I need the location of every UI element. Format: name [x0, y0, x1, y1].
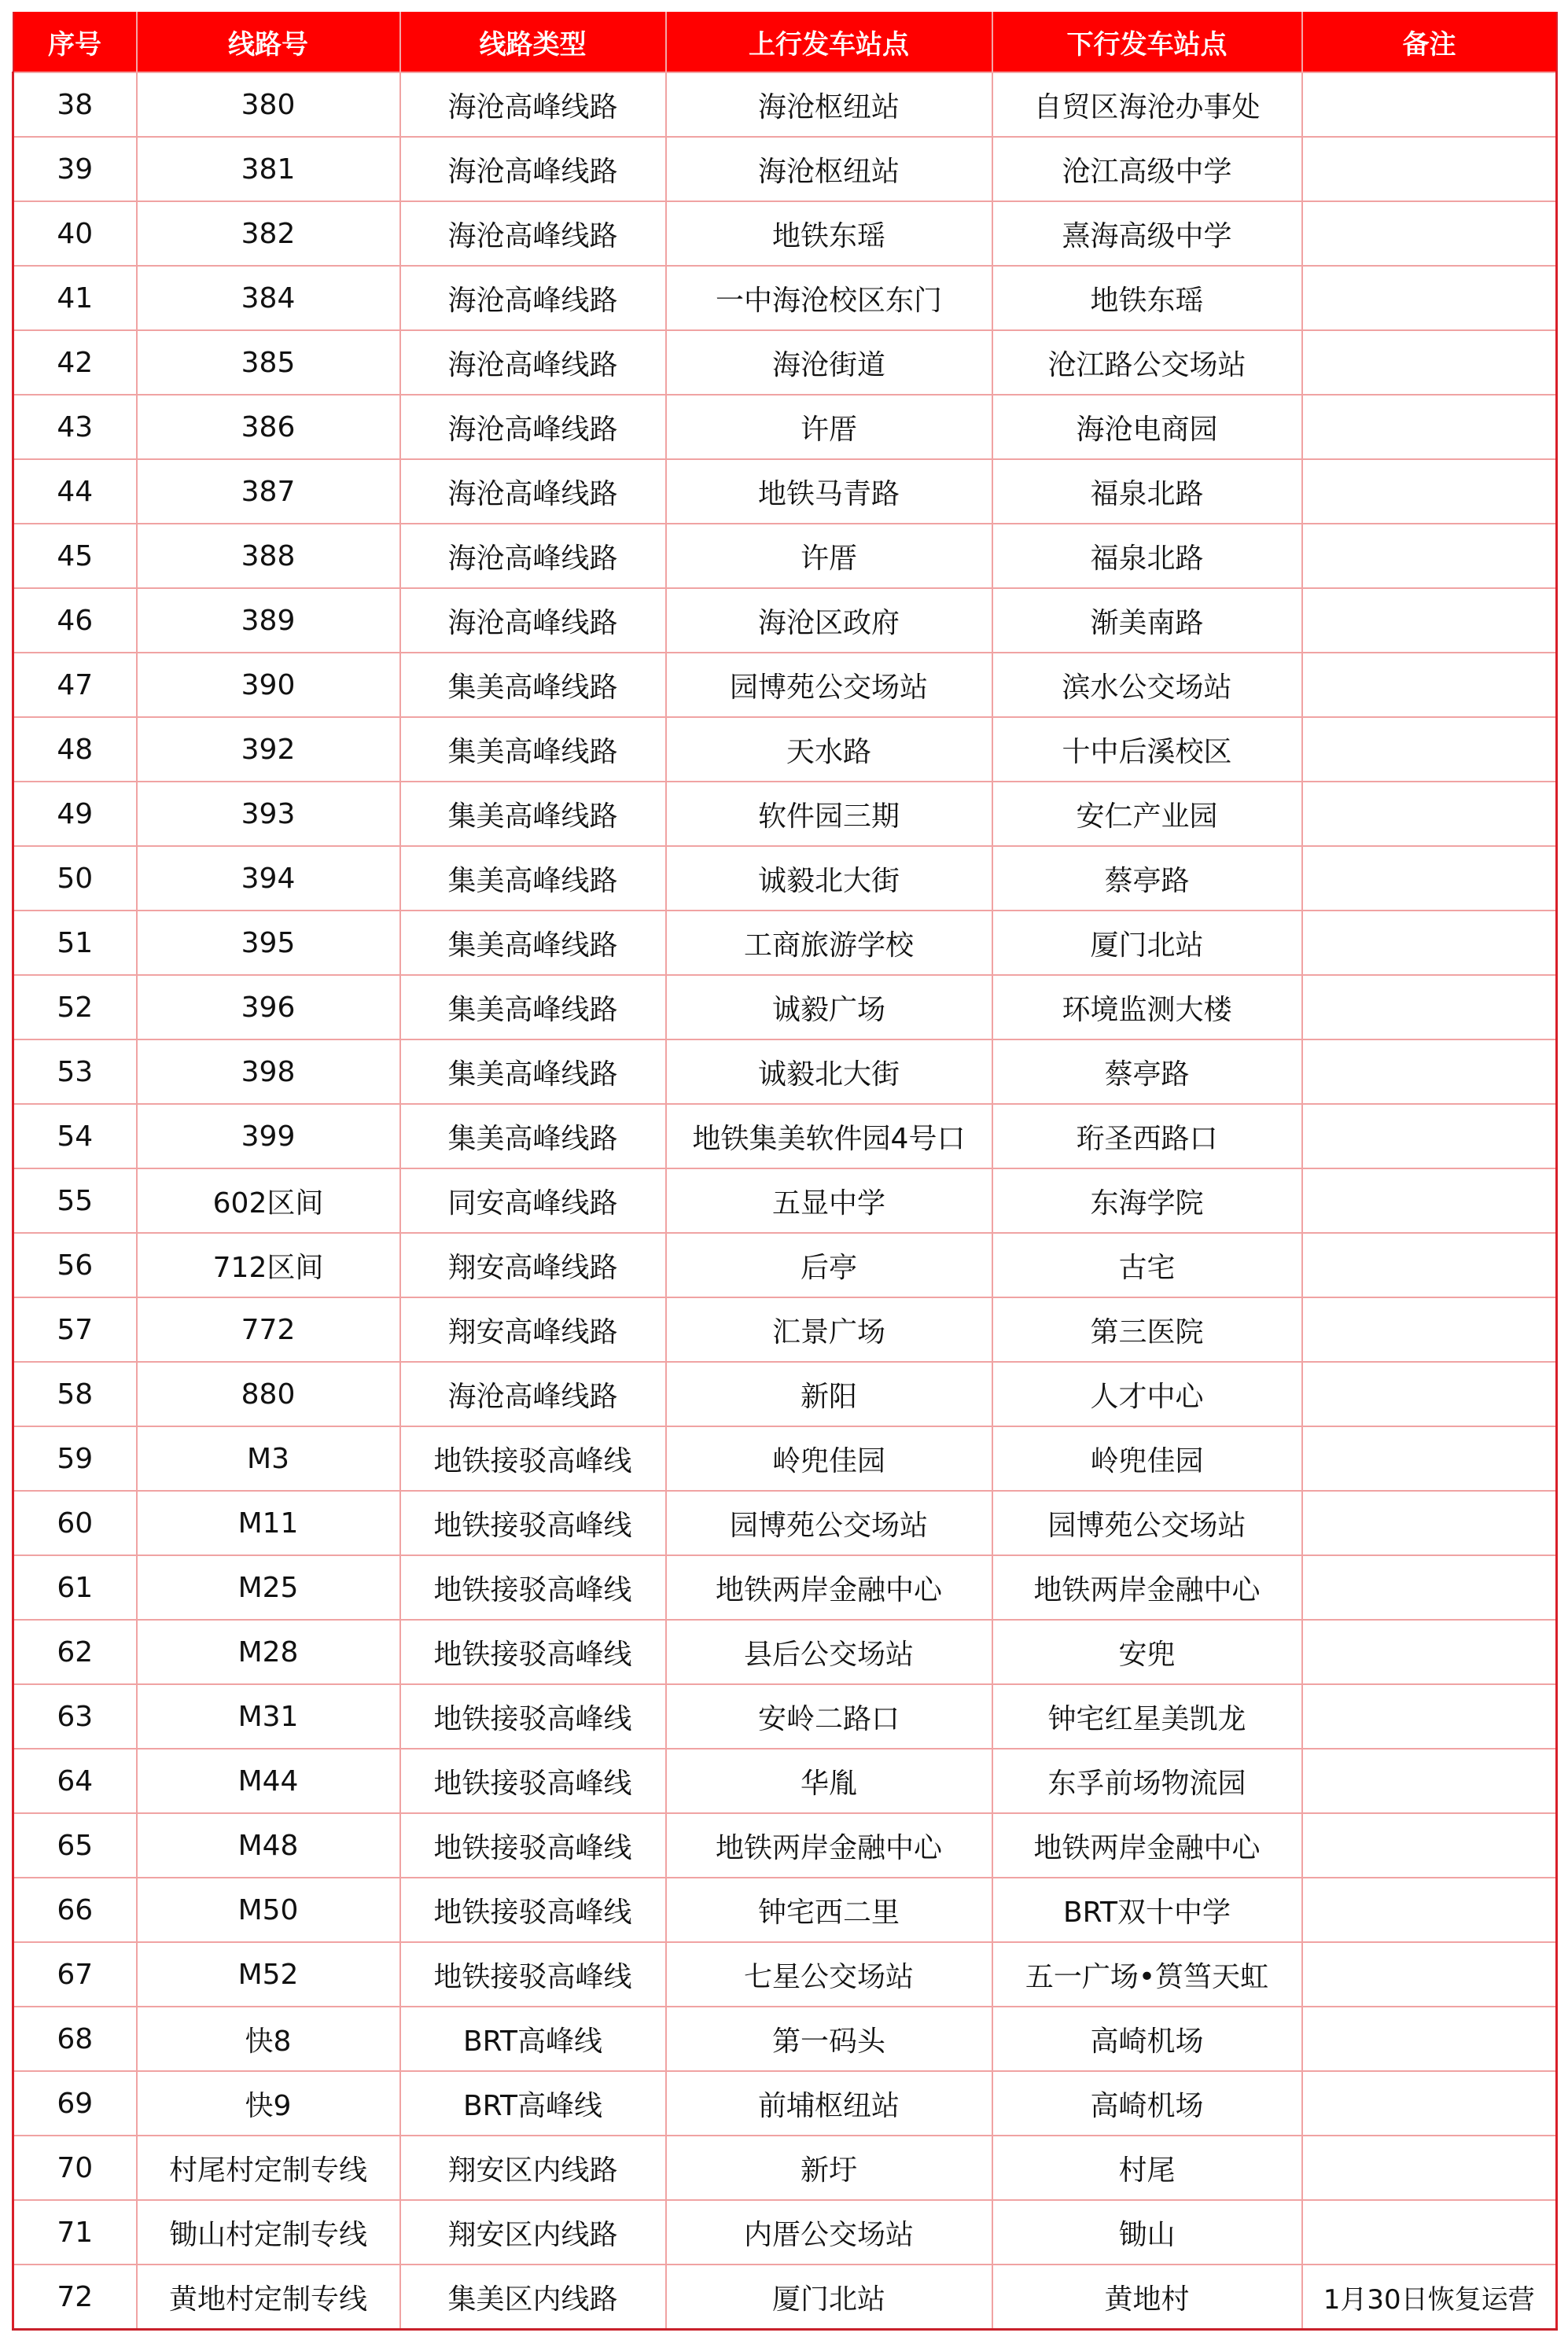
- cell-route-type: 集美高峰线路: [400, 975, 666, 1039]
- table-row: [13, 2200, 1557, 2265]
- cell-serial-number: 70: [13, 2136, 137, 2200]
- table-row: [13, 1942, 1557, 2007]
- cell-down-departure-stop: 锄山: [992, 2200, 1302, 2265]
- cell-down-departure-stop: BRT双十中学: [992, 1878, 1302, 1942]
- table-row: [13, 2007, 1557, 2071]
- cell-route-number: M25: [137, 1555, 400, 1620]
- cell-down-departure-stop: 地铁东瑶: [992, 266, 1302, 330]
- cell-down-departure-stop: 沧江路公交场站: [992, 330, 1302, 395]
- cell-route-number: 389: [137, 588, 400, 653]
- cell-serial-number: 67: [13, 1942, 137, 2007]
- table-row: [13, 1168, 1557, 1233]
- cell-route-number: M48: [137, 1813, 400, 1878]
- cell-remarks: [1302, 1942, 1557, 2007]
- header-serial-number: 序号: [13, 12, 137, 72]
- cell-route-number: 398: [137, 1039, 400, 1104]
- cell-route-type: 地铁接驳高峰线: [400, 1942, 666, 2007]
- cell-route-number: M28: [137, 1620, 400, 1684]
- cell-route-number: 黄地村定制专线: [137, 2265, 400, 2330]
- cell-down-departure-stop: 蔡亭路: [992, 1039, 1302, 1104]
- cell-route-type: 海沧高峰线路: [400, 137, 666, 201]
- cell-serial-number: 53: [13, 1039, 137, 1104]
- cell-up-departure-stop: 海沧街道: [666, 330, 992, 395]
- header-remarks: 备注: [1302, 12, 1557, 72]
- cell-up-departure-stop: 华胤: [666, 1749, 992, 1813]
- cell-up-departure-stop: 第一码头: [666, 2007, 992, 2071]
- cell-route-type: 集美高峰线路: [400, 911, 666, 975]
- cell-down-departure-stop: 厦门北站: [992, 911, 1302, 975]
- cell-up-departure-stop: 地铁两岸金融中心: [666, 1813, 992, 1878]
- header-up-departure-stop: 上行发车站点: [666, 12, 992, 72]
- cell-up-departure-stop: 地铁东瑶: [666, 201, 992, 266]
- cell-remarks: [1302, 1813, 1557, 1878]
- cell-remarks: [1302, 524, 1557, 588]
- cell-route-type: 集美高峰线路: [400, 782, 666, 846]
- cell-route-type: 海沧高峰线路: [400, 266, 666, 330]
- cell-up-departure-stop: 工商旅游学校: [666, 911, 992, 975]
- cell-up-departure-stop: 许厝: [666, 524, 992, 588]
- table-row: [13, 2265, 1557, 2330]
- cell-serial-number: 71: [13, 2200, 137, 2265]
- cell-route-number: 390: [137, 653, 400, 717]
- table-row: [13, 330, 1557, 395]
- cell-route-type: 翔安区内线路: [400, 2200, 666, 2265]
- cell-down-departure-stop: 地铁两岸金融中心: [992, 1813, 1302, 1878]
- cell-up-departure-stop: 地铁集美软件园4号口: [666, 1104, 992, 1168]
- cell-remarks: [1302, 395, 1557, 459]
- bus-route-table-container: [12, 12, 1555, 2331]
- cell-down-departure-stop: 五一广场•筼筜天虹: [992, 1942, 1302, 2007]
- cell-serial-number: 47: [13, 653, 137, 717]
- cell-remarks: [1302, 330, 1557, 395]
- cell-route-number: 381: [137, 137, 400, 201]
- cell-down-departure-stop: 安仁产业园: [992, 782, 1302, 846]
- cell-up-departure-stop: 软件园三期: [666, 782, 992, 846]
- cell-route-type: 翔安高峰线路: [400, 1233, 666, 1297]
- cell-remarks: [1302, 1426, 1557, 1491]
- cell-route-number: 快8: [137, 2007, 400, 2071]
- cell-remarks: [1302, 846, 1557, 911]
- cell-serial-number: 49: [13, 782, 137, 846]
- table-row: [13, 1233, 1557, 1297]
- cell-route-number: 村尾村定制专线: [137, 2136, 400, 2200]
- cell-serial-number: 68: [13, 2007, 137, 2071]
- cell-route-type: 集美区内线路: [400, 2265, 666, 2330]
- cell-remarks: [1302, 1491, 1557, 1555]
- table-row: [13, 846, 1557, 911]
- cell-route-type: 海沧高峰线路: [400, 72, 666, 137]
- cell-remarks: [1302, 137, 1557, 201]
- cell-remarks: [1302, 588, 1557, 653]
- table-row: [13, 588, 1557, 653]
- cell-up-departure-stop: 海沧枢纽站: [666, 137, 992, 201]
- cell-route-type: 海沧高峰线路: [400, 459, 666, 524]
- cell-down-departure-stop: 钟宅红星美凯龙: [992, 1684, 1302, 1749]
- cell-down-departure-stop: 东孚前场物流园: [992, 1749, 1302, 1813]
- table-row: [13, 395, 1557, 459]
- table-row: [13, 653, 1557, 717]
- cell-route-number: 602区间: [137, 1168, 400, 1233]
- cell-route-number: 395: [137, 911, 400, 975]
- cell-up-departure-stop: 七星公交场站: [666, 1942, 992, 2007]
- cell-up-departure-stop: 五显中学: [666, 1168, 992, 1233]
- cell-route-type: 集美高峰线路: [400, 846, 666, 911]
- cell-route-type: 地铁接驳高峰线: [400, 1813, 666, 1878]
- cell-route-number: 392: [137, 717, 400, 782]
- cell-route-type: 集美高峰线路: [400, 653, 666, 717]
- cell-down-departure-stop: 高崎机场: [992, 2007, 1302, 2071]
- cell-remarks: [1302, 2071, 1557, 2136]
- cell-remarks: [1302, 911, 1557, 975]
- cell-remarks: [1302, 975, 1557, 1039]
- table-row: [13, 1813, 1557, 1878]
- cell-serial-number: 50: [13, 846, 137, 911]
- cell-route-type: BRT高峰线: [400, 2071, 666, 2136]
- cell-serial-number: 61: [13, 1555, 137, 1620]
- cell-remarks: [1302, 1620, 1557, 1684]
- header-down-departure-stop: 下行发车站点: [992, 12, 1302, 72]
- cell-serial-number: 48: [13, 717, 137, 782]
- table-row: [13, 1878, 1557, 1942]
- cell-route-number: 388: [137, 524, 400, 588]
- cell-up-departure-stop: 地铁两岸金融中心: [666, 1555, 992, 1620]
- cell-up-departure-stop: 一中海沧校区东门: [666, 266, 992, 330]
- cell-up-departure-stop: 厦门北站: [666, 2265, 992, 2330]
- cell-down-departure-stop: 滨水公交场站: [992, 653, 1302, 717]
- cell-down-departure-stop: 沧江高级中学: [992, 137, 1302, 201]
- cell-route-type: 地铁接驳高峰线: [400, 1620, 666, 1684]
- table-row: [13, 1104, 1557, 1168]
- cell-route-type: 地铁接驳高峰线: [400, 1749, 666, 1813]
- cell-route-number: M52: [137, 1942, 400, 2007]
- table-row: [13, 717, 1557, 782]
- cell-down-departure-stop: 渐美南路: [992, 588, 1302, 653]
- cell-serial-number: 52: [13, 975, 137, 1039]
- cell-remarks: [1302, 782, 1557, 846]
- cell-down-departure-stop: 安兜: [992, 1620, 1302, 1684]
- cell-up-departure-stop: 园博苑公交场站: [666, 1491, 992, 1555]
- cell-route-type: 海沧高峰线路: [400, 1362, 666, 1426]
- cell-serial-number: 56: [13, 1233, 137, 1297]
- cell-up-departure-stop: 诚毅北大街: [666, 846, 992, 911]
- cell-remarks: [1302, 1749, 1557, 1813]
- cell-down-departure-stop: 第三医院: [992, 1297, 1302, 1362]
- cell-route-type: 翔安区内线路: [400, 2136, 666, 2200]
- cell-up-departure-stop: 海沧枢纽站: [666, 72, 992, 137]
- cell-serial-number: 72: [13, 2265, 137, 2330]
- cell-up-departure-stop: 诚毅北大街: [666, 1039, 992, 1104]
- cell-remarks: [1302, 2136, 1557, 2200]
- cell-up-departure-stop: 许厝: [666, 395, 992, 459]
- cell-route-number: 396: [137, 975, 400, 1039]
- cell-serial-number: 43: [13, 395, 137, 459]
- table-row: [13, 1491, 1557, 1555]
- cell-route-number: M3: [137, 1426, 400, 1491]
- cell-route-type: 海沧高峰线路: [400, 330, 666, 395]
- cell-serial-number: 40: [13, 201, 137, 266]
- cell-down-departure-stop: 古宅: [992, 1233, 1302, 1297]
- cell-route-type: 海沧高峰线路: [400, 588, 666, 653]
- cell-up-departure-stop: 安岭二路口: [666, 1684, 992, 1749]
- cell-route-number: M11: [137, 1491, 400, 1555]
- cell-down-departure-stop: 高崎机场: [992, 2071, 1302, 2136]
- cell-serial-number: 57: [13, 1297, 137, 1362]
- cell-remarks: [1302, 459, 1557, 524]
- cell-remarks: [1302, 1555, 1557, 1620]
- cell-down-departure-stop: 海沧电商园: [992, 395, 1302, 459]
- cell-route-number: M31: [137, 1684, 400, 1749]
- cell-route-number: 712区间: [137, 1233, 400, 1297]
- cell-down-departure-stop: 环境监测大楼: [992, 975, 1302, 1039]
- table-row: [13, 1297, 1557, 1362]
- cell-serial-number: 63: [13, 1684, 137, 1749]
- cell-down-departure-stop: 黄地村: [992, 2265, 1302, 2330]
- table-header: [13, 12, 1557, 72]
- cell-remarks: [1302, 2007, 1557, 2071]
- cell-route-type: 集美高峰线路: [400, 717, 666, 782]
- table-row: [13, 201, 1557, 266]
- cell-up-departure-stop: 新阳: [666, 1362, 992, 1426]
- cell-route-number: 382: [137, 201, 400, 266]
- table-row: [13, 1362, 1557, 1426]
- cell-remarks: [1302, 1297, 1557, 1362]
- cell-up-departure-stop: 岭兜佳园: [666, 1426, 992, 1491]
- cell-remarks: [1302, 1104, 1557, 1168]
- cell-serial-number: 45: [13, 524, 137, 588]
- cell-route-number: 393: [137, 782, 400, 846]
- cell-remarks: [1302, 1362, 1557, 1426]
- table-row: [13, 1039, 1557, 1104]
- table-row: [13, 266, 1557, 330]
- cell-serial-number: 69: [13, 2071, 137, 2136]
- table-row: [13, 1620, 1557, 1684]
- cell-serial-number: 59: [13, 1426, 137, 1491]
- cell-up-departure-stop: 钟宅西二里: [666, 1878, 992, 1942]
- cell-route-type: 地铁接驳高峰线: [400, 1491, 666, 1555]
- cell-down-departure-stop: 村尾: [992, 2136, 1302, 2200]
- cell-remarks: [1302, 1039, 1557, 1104]
- cell-route-type: BRT高峰线: [400, 2007, 666, 2071]
- table-row: [13, 524, 1557, 588]
- cell-route-number: 880: [137, 1362, 400, 1426]
- cell-route-number: 394: [137, 846, 400, 911]
- cell-remarks: [1302, 653, 1557, 717]
- cell-remarks: [1302, 1168, 1557, 1233]
- cell-up-departure-stop: 海沧区政府: [666, 588, 992, 653]
- table-row: [13, 2071, 1557, 2136]
- cell-down-departure-stop: 福泉北路: [992, 459, 1302, 524]
- cell-up-departure-stop: 园博苑公交场站: [666, 653, 992, 717]
- table-row: [13, 1749, 1557, 1813]
- cell-route-number: M44: [137, 1749, 400, 1813]
- cell-serial-number: 41: [13, 266, 137, 330]
- cell-up-departure-stop: 天水路: [666, 717, 992, 782]
- cell-route-number: M50: [137, 1878, 400, 1942]
- cell-route-type: 海沧高峰线路: [400, 395, 666, 459]
- cell-up-departure-stop: 后亭: [666, 1233, 992, 1297]
- cell-up-departure-stop: 内厝公交场站: [666, 2200, 992, 2265]
- cell-serial-number: 64: [13, 1749, 137, 1813]
- cell-route-type: 地铁接驳高峰线: [400, 1555, 666, 1620]
- cell-up-departure-stop: 前埔枢纽站: [666, 2071, 992, 2136]
- cell-serial-number: 62: [13, 1620, 137, 1684]
- cell-serial-number: 39: [13, 137, 137, 201]
- table-row: [13, 1426, 1557, 1491]
- table-body: [13, 72, 1557, 2330]
- cell-serial-number: 38: [13, 72, 137, 137]
- table-row: [13, 782, 1557, 846]
- cell-remarks: [1302, 72, 1557, 137]
- table-row: [13, 911, 1557, 975]
- cell-serial-number: 51: [13, 911, 137, 975]
- cell-down-departure-stop: 地铁两岸金融中心: [992, 1555, 1302, 1620]
- cell-up-departure-stop: 县后公交场站: [666, 1620, 992, 1684]
- bus-route-table: [12, 12, 1558, 2331]
- table-row: [13, 975, 1557, 1039]
- table-row: [13, 1684, 1557, 1749]
- cell-down-departure-stop: 福泉北路: [992, 524, 1302, 588]
- cell-down-departure-stop: 自贸区海沧办事处: [992, 72, 1302, 137]
- cell-down-departure-stop: 园博苑公交场站: [992, 1491, 1302, 1555]
- cell-route-type: 地铁接驳高峰线: [400, 1426, 666, 1491]
- cell-remarks: [1302, 1878, 1557, 1942]
- header-route-type: 线路类型: [400, 12, 666, 72]
- cell-serial-number: 44: [13, 459, 137, 524]
- cell-remarks: [1302, 1684, 1557, 1749]
- header-row: [13, 12, 1557, 72]
- cell-route-type: 集美高峰线路: [400, 1104, 666, 1168]
- cell-up-departure-stop: 诚毅广场: [666, 975, 992, 1039]
- cell-route-number: 399: [137, 1104, 400, 1168]
- cell-serial-number: 65: [13, 1813, 137, 1878]
- table-row: [13, 1555, 1557, 1620]
- cell-remarks: [1302, 266, 1557, 330]
- cell-route-type: 翔安高峰线路: [400, 1297, 666, 1362]
- cell-down-departure-stop: 岭兜佳园: [992, 1426, 1302, 1491]
- cell-down-departure-stop: 熹海高级中学: [992, 201, 1302, 266]
- cell-down-departure-stop: 十中后溪校区: [992, 717, 1302, 782]
- cell-route-number: 快9: [137, 2071, 400, 2136]
- cell-serial-number: 55: [13, 1168, 137, 1233]
- cell-route-number: 380: [137, 72, 400, 137]
- cell-route-type: 同安高峰线路: [400, 1168, 666, 1233]
- cell-remarks: [1302, 717, 1557, 782]
- cell-remarks: [1302, 201, 1557, 266]
- cell-route-number: 387: [137, 459, 400, 524]
- cell-serial-number: 46: [13, 588, 137, 653]
- cell-serial-number: 54: [13, 1104, 137, 1168]
- cell-remarks: [1302, 1233, 1557, 1297]
- table-row: [13, 72, 1557, 137]
- cell-route-number: 386: [137, 395, 400, 459]
- cell-down-departure-stop: 珩圣西路口: [992, 1104, 1302, 1168]
- cell-down-departure-stop: 东海学院: [992, 1168, 1302, 1233]
- cell-serial-number: 60: [13, 1491, 137, 1555]
- cell-route-type: 海沧高峰线路: [400, 201, 666, 266]
- cell-serial-number: 66: [13, 1878, 137, 1942]
- cell-route-number: 锄山村定制专线: [137, 2200, 400, 2265]
- cell-serial-number: 42: [13, 330, 137, 395]
- cell-route-type: 海沧高峰线路: [400, 524, 666, 588]
- cell-remarks: [1302, 2200, 1557, 2265]
- cell-route-number: 772: [137, 1297, 400, 1362]
- cell-route-type: 地铁接驳高峰线: [400, 1878, 666, 1942]
- cell-up-departure-stop: 新圩: [666, 2136, 992, 2200]
- cell-up-departure-stop: 汇景广场: [666, 1297, 992, 1362]
- cell-route-type: 地铁接驳高峰线: [400, 1684, 666, 1749]
- cell-route-number: 384: [137, 266, 400, 330]
- table-row: [13, 137, 1557, 201]
- cell-route-number: 385: [137, 330, 400, 395]
- cell-down-departure-stop: 人才中心: [992, 1362, 1302, 1426]
- cell-route-type: 集美高峰线路: [400, 1039, 666, 1104]
- cell-remarks: 1月30日恢复运营: [1302, 2265, 1557, 2330]
- header-route-number: 线路号: [137, 12, 400, 72]
- table-row: [13, 459, 1557, 524]
- table-row: [13, 2136, 1557, 2200]
- cell-up-departure-stop: 地铁马青路: [666, 459, 992, 524]
- cell-serial-number: 58: [13, 1362, 137, 1426]
- cell-down-departure-stop: 蔡亭路: [992, 846, 1302, 911]
